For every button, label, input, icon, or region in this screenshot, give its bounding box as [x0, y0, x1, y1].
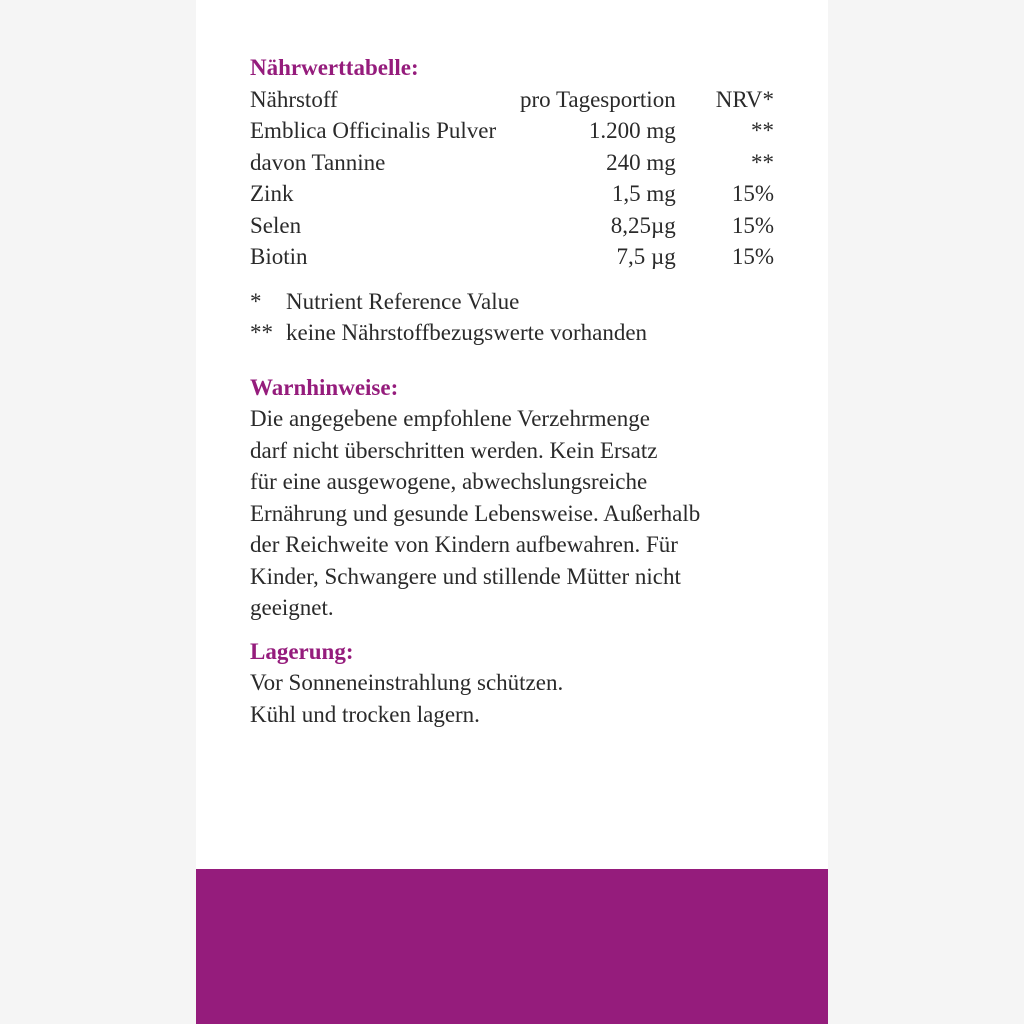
text-line: darf nicht überschritten werden. Kein Ersatz — [250, 437, 658, 463]
header-per-portion: pro Tagesportion — [519, 86, 676, 112]
storage-text — [250, 667, 780, 730]
warnings-text — [250, 403, 780, 624]
text-line: geeignet. — [250, 595, 334, 620]
table-row — [250, 115, 774, 147]
nutrient-nrv: ** — [751, 118, 774, 143]
footnote-mark: ** — [250, 320, 273, 345]
nutrition-heading: Nährwerttabelle: — [250, 55, 419, 80]
label-content — [250, 52, 780, 730]
nutrient-amount: 1,5 mg — [611, 181, 676, 206]
nutrient-name: Emblica Officinalis Pulver — [250, 118, 497, 143]
footnote — [250, 317, 780, 349]
header-nrv: NRV* — [715, 86, 774, 112]
text-line: der Reichweite von Kindern aufbewahren. Für — [250, 532, 678, 557]
nutrition-table-header — [250, 84, 774, 116]
footnote-text: keine Nährstoffbezugswerte vorhanden — [286, 320, 648, 345]
text-line: Die angegebene empfohlene Verzehrmenge — [250, 406, 650, 431]
footnote-mark: * — [250, 288, 262, 314]
table-row — [250, 241, 774, 273]
table-row — [250, 210, 774, 242]
nutrient-name: Biotin — [250, 244, 308, 269]
nutrient-amount: 7,5 µg — [616, 244, 676, 269]
storage-heading: Lagerung: — [250, 638, 354, 664]
nutrient-nrv: 15% — [731, 181, 774, 206]
nutrient-amount: 240 mg — [606, 149, 676, 175]
footnote — [250, 286, 780, 318]
nutrient-name: davon Tannine — [250, 149, 386, 175]
footnote-text: Nutrient Reference Value — [286, 288, 520, 314]
nutrient-nrv: 15% — [731, 212, 774, 238]
nutrient-amount: 1.200 mg — [588, 118, 676, 143]
text-line: Vor Sonneneinstrahlung schützen. — [250, 670, 564, 695]
nutrient-name: Selen — [250, 212, 302, 238]
text-line: Ernährung und gesunde Lebensweise. Außerhalb — [250, 500, 701, 526]
footnotes — [250, 286, 780, 349]
text-line: Kinder, Schwangere und stillende Mütter nicht — [250, 563, 681, 589]
table-row — [250, 178, 774, 210]
label-panel — [196, 0, 828, 1024]
nutrient-nrv: ** — [751, 149, 774, 175]
text-line: für eine ausgewogene, abwechslungsreiche — [250, 469, 648, 494]
warnings-heading: Warnhinweise: — [250, 374, 399, 400]
nutrient-amount: 8,25µg — [610, 212, 676, 238]
header-nutrient: Nährstoff — [250, 86, 338, 112]
accent-band — [196, 869, 828, 1024]
nutrient-name: Zink — [250, 181, 294, 206]
text-line: Kühl und trocken lagern. — [250, 701, 480, 727]
nutrient-nrv: 15% — [731, 244, 774, 269]
nutrition-table — [250, 84, 774, 273]
table-row — [250, 147, 774, 179]
